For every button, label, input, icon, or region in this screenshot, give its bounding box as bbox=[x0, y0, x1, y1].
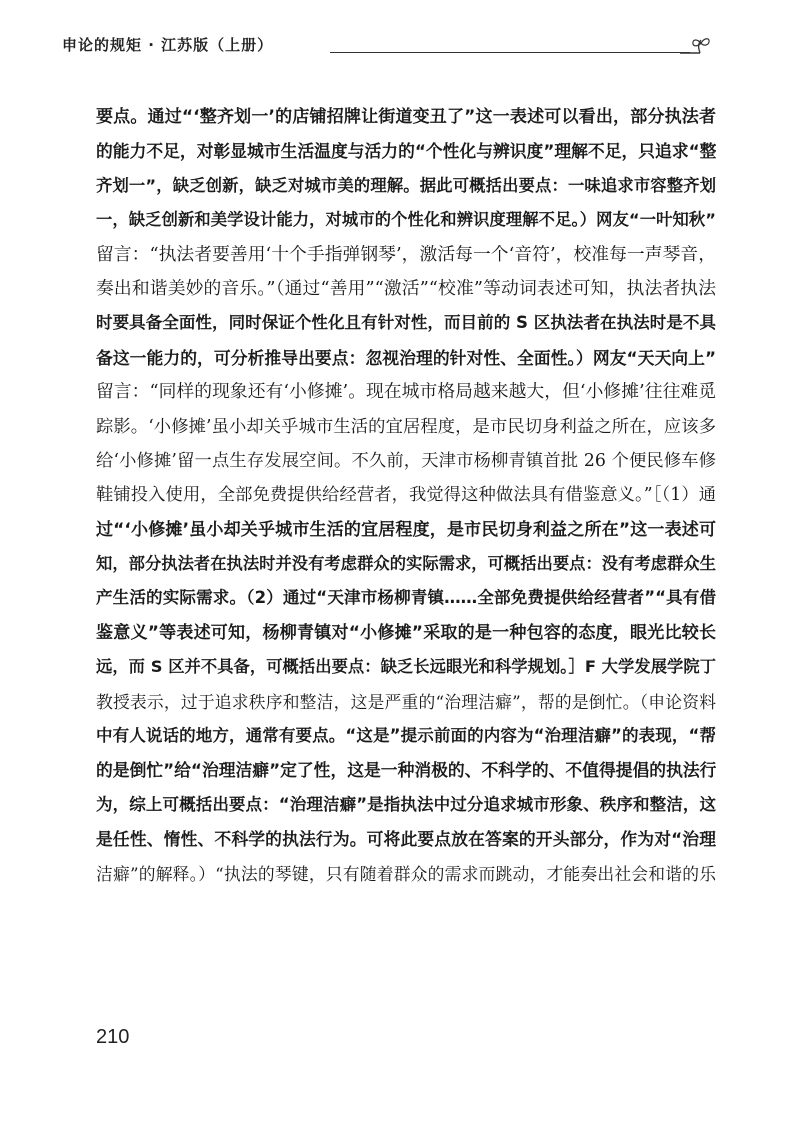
text-line: 时要具备全面性，同时保证个性化且有针对性，而目前的 S 区执法者在执法时是不具 bbox=[96, 313, 716, 333]
text-line: 的能力不足，对彰显城市生活温度与活力的“个性化与辨识度”理解不足，只追求“整 bbox=[96, 141, 716, 162]
text-line: 洁癖”的解释。）“执法的琴键，只有随着群众的需求而跳动，才能奏出社会和谐的乐 bbox=[96, 863, 716, 884]
sprout-icon bbox=[678, 36, 712, 60]
text-line: 为，综上可概括出要点：“治理洁癖”是指执法中过分追求城市形象、秩序和整洁，这 bbox=[96, 794, 716, 814]
text-line: 留言：“执法者要善用‘十个手指弹钢琴’，激活每一个‘音符’，校准每一声琴音， bbox=[96, 243, 716, 265]
text-line: 远，而 S 区并不具备，可概括出要点：缺乏长远眼光和科学规划。］F 大学发展学院丁 bbox=[96, 657, 716, 677]
running-title: 申论的规矩 · 江苏版（上册） bbox=[62, 36, 274, 54]
text-line: 一，缺乏创新和美学设计能力，对城市的个性化和辨识度理解不足。）网友“一叶知秋” bbox=[96, 210, 716, 230]
text-line: 备这一能力的，可分析推导出要点：忽视治理的针对性、全面性。）网友“天天向上” bbox=[96, 347, 716, 368]
text-line: 教授表示，过于追求秩序和整洁，这是严重的“治理洁癖”，帮的是倒忙。（申论资料 bbox=[96, 691, 716, 712]
text-line: 的是倒忙”给“治理洁癖”定了性，这是一种消极的、不科学的、不值得提倡的执法行 bbox=[96, 760, 716, 781]
text-line: 产生活的实际需求。（2）通过“天津市杨柳青镇……全部免费提供给经营者”“具有借 bbox=[96, 588, 716, 608]
text-line: 知，部分执法者在执法时并没有考虑群众的实际需求，可概括出要点：没有考虑群众生 bbox=[96, 554, 716, 574]
page-number: 210 bbox=[96, 1026, 130, 1048]
text-line: 齐划一”，缺乏创新，缺乏对城市美的理解。据此可概括出要点：一味追求市容整齐划 bbox=[96, 175, 716, 195]
text-line: 踪影。‘小修摊’虽小却关乎城市生活的宜居程度，是市民切身利益之所在，应该多 bbox=[96, 416, 716, 437]
text-line: 过“‘小修摊’虽小却关乎城市生活的宜居程度，是市民切身利益之所在”这一表述可 bbox=[96, 519, 716, 540]
text-line: 留言：“同样的现象还有‘小修摊’。现在城市格局越来越大，但‘小修摊’往往难觅 bbox=[96, 381, 716, 403]
text-line: 奏出和谐美妙的音乐。”（通过“善用”“激活”“校准”等动词表述可知，执法者执法 bbox=[96, 277, 716, 299]
text-line: 给‘小修摊’留一点生存发展空间。不久前，天津市杨柳青镇首批 26 个便民修车修 bbox=[96, 450, 716, 471]
running-header bbox=[62, 34, 712, 62]
body-text bbox=[96, 100, 716, 891]
text-line: 是任性、惰性、不科学的执法行为。可将此要点放在答案的开头部分，作为对“治理 bbox=[96, 829, 716, 850]
header-rule bbox=[330, 52, 690, 53]
text-line: 鉴意义”等表述可知，杨柳青镇对“小修摊”采取的是一种包容的态度，眼光比较长 bbox=[96, 622, 716, 643]
text-line: 中有人说话的地方，通常有要点。“这是”提示前面的内容为“治理洁癖”的表现，“帮 bbox=[96, 726, 716, 746]
text-line: 要点。通过“‘整齐划一’的店铺招牌让街道变丑了”这一表述可以看出，部分执法者 bbox=[96, 107, 716, 127]
text-line: 鞋铺投入使用，全部免费提供给经营者，我觉得这种做法具有借鉴意义。”［（1）通 bbox=[96, 485, 716, 506]
